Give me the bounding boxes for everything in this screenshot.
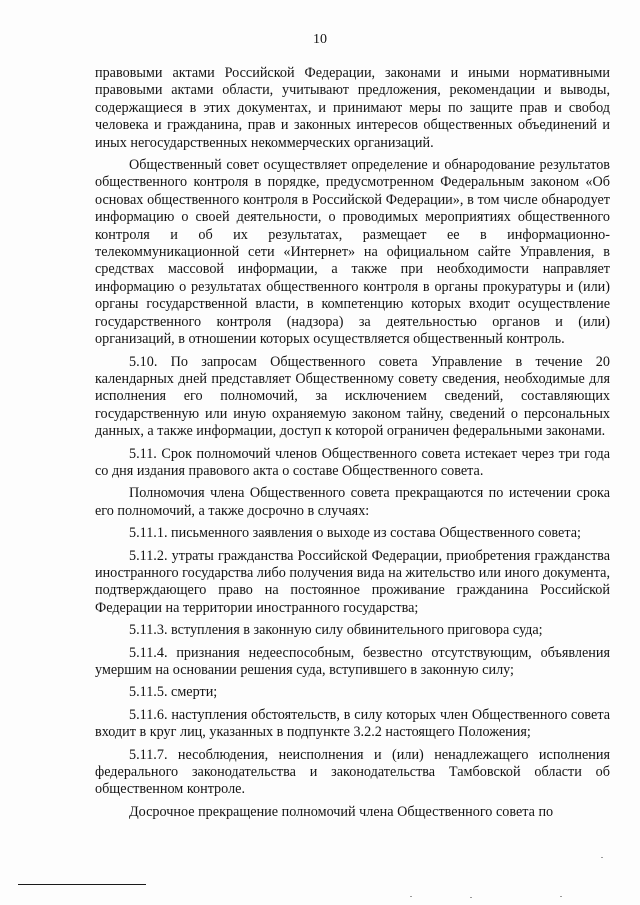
paragraph-early-termination: Досрочное прекращение полномочий члена Общественного совета по [129,803,554,820]
paragraph-5-10: 5.10. По запросам Общественного совета Управление в течение 20 календарных дней представляет Общественному совету сведения, необходимые для исполнения его полномочий, за исключением сведений, составляющих государственную или иную охраняемую законом тайну, сведений о персональных данных, а также информации, доступ к которой ограничен федеральными законами. [95,353,610,440]
paragraph-5-11-3: 5.11.3. вступления в законную силу обвинительного приговора суда; [129,622,543,639]
footnote-divider [18,884,146,885]
scan-speck [560,896,562,897]
paragraph-5-11: 5.11. Срок полномочий членов Общественного совета истекает через три года со дня издания правового акта о составе Общественного совета. [95,445,610,479]
paragraph-5-11-1: 5.11.1. письменного заявления о выходе из состава Общественного совета; [129,525,581,542]
paragraph-continuation: правовыми актами Российской Федерации, законами и иными нормативными правовыми актами области, учитывают предложения, рекомендации и выводы, содержащиеся в этих документах, и принимают меры по защите прав и свобод человека и гражданина, прав и законных интересов общественных объединений и иных негосударственных некоммерческих организаций. [95,65,610,151]
scan-speck [470,897,472,898]
paragraph-5-11-6: 5.11.6. наступления обстоятельств, в силу которых член Общественного совета входит в круг лиц, указанных в подпункте 3.2.2 настоящего Положения; [95,706,610,741]
scan-speck [410,896,412,897]
document-body [95,65,610,821]
paragraph-5-11-2: 5.11.2. утраты гражданства Российской Федерации, приобретения гражданства иностранного государства либо получения вида на жительство или иного документа, подтверждающего право на постоянное проживание гражданина Российской Федерации на территории иностранного государства; [95,547,610,616]
paragraph-5-11-4: 5.11.4. признания недееспособным, безвестно отсутствующим, объявления умершим на основании решения суда, вступившего в законную силу; [95,644,610,678]
paragraph-termination-cases: Полномочия члена Общественного совета прекращаются по истечении срока его полномочий, а также досрочно в случаях: [95,485,610,519]
paragraph-5-11-7: 5.11.7. несоблюдения, неисполнения и (или) ненадлежащего исполнения федерального законодательства и законодательства Тамбовской области об общественном контроле. [95,746,610,798]
paragraph-public-control-results: Общественный совет осуществляет определение и обнародование результатов общественного контроля в порядке, предусмотренном Федеральным законом «Об основах общественного контроля в Российской Федерации», в том числе обнародует информацию о своей деятельности, о проводимых мероприятиях общественного контроля и об их результатах, размещает ее в информационно-телекоммуникационной сети «Интернет» на официальном сайте Управления, в средствах массовой информации, а также при необходимости направляет информацию о результатах общественного контроля в органы прокуратуры и (или) органы государственной власти, в компетенцию которых входит осуществление государственного контроля (надзора) за деятельностью органов и (или) организаций, в отношении которых осуществляется общественный контроль. [95,157,610,348]
page-number: 10 [313,32,327,47]
scan-speck [601,857,603,858]
paragraph-5-11-5: 5.11.5. смерти; [129,684,218,701]
